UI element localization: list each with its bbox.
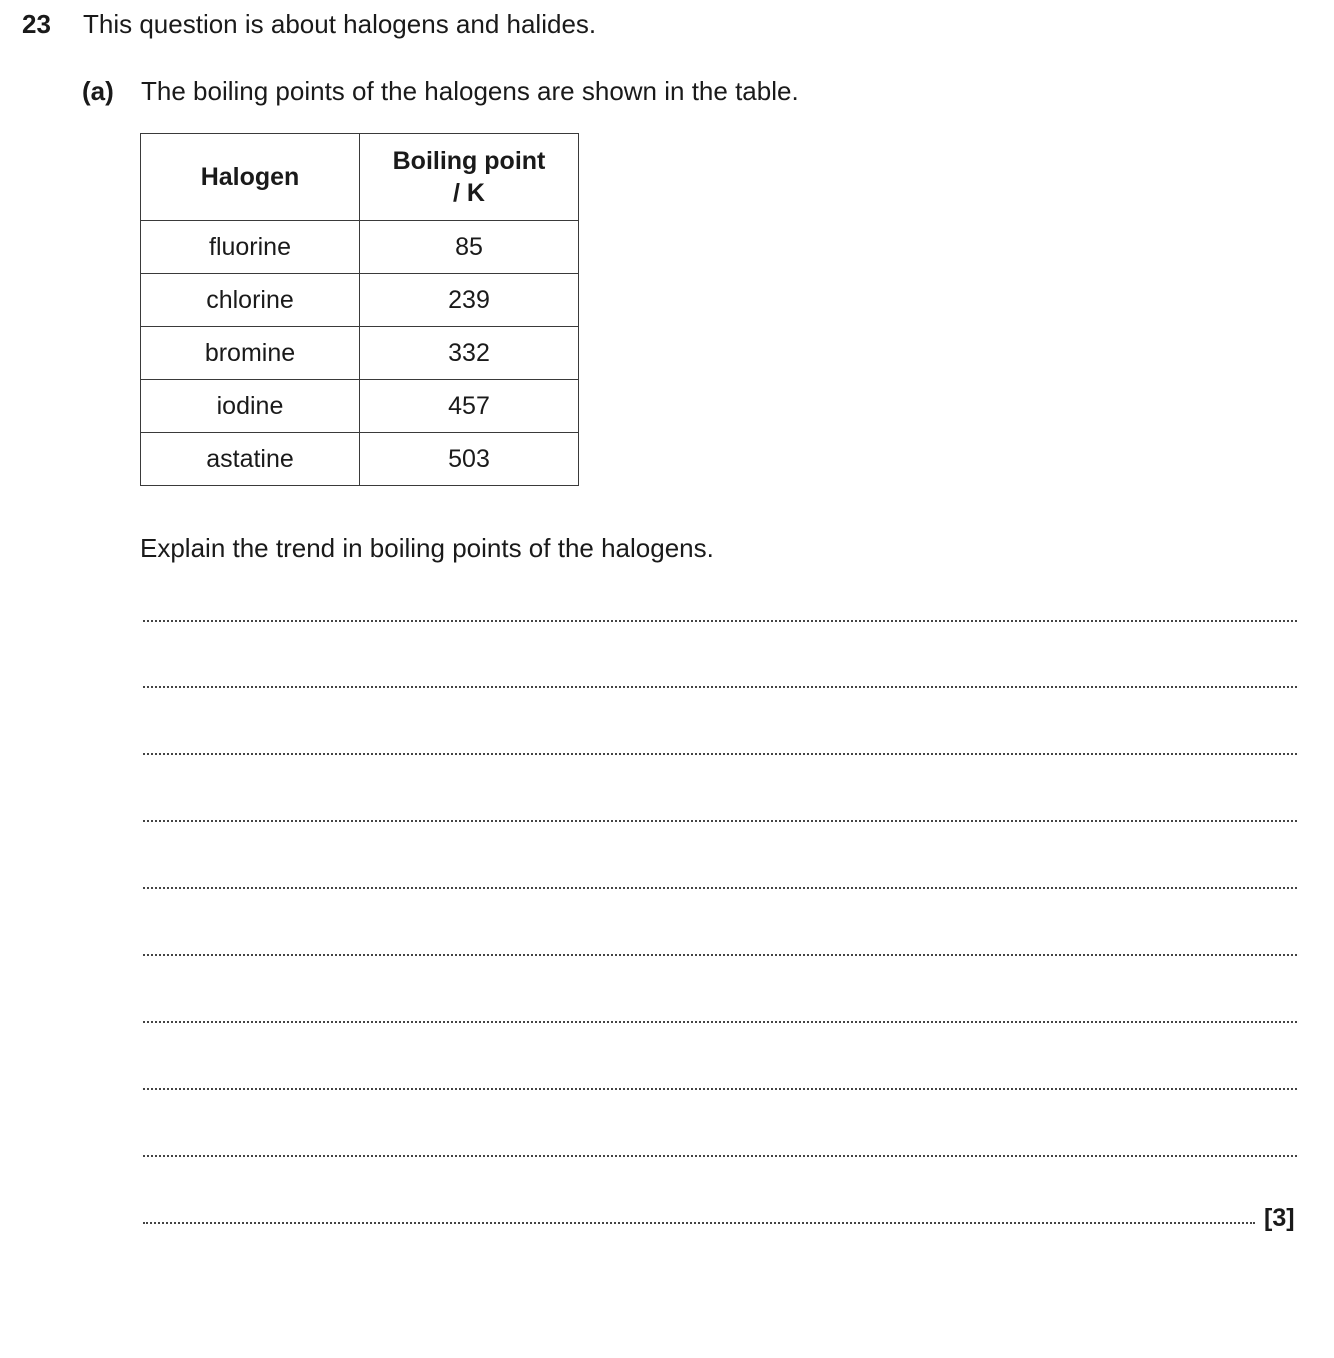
table-row [141,221,579,274]
marks-indicator: [3] [1264,1204,1295,1232]
halogen-cell: chlorine [141,274,360,327]
question-number: 23 [22,9,51,39]
table-row [141,433,579,486]
header-boiling-point [360,134,579,221]
answer-line[interactable] [143,820,1297,822]
halogen-cell: astatine [141,433,360,486]
answer-line[interactable] [143,1088,1297,1090]
table-row [141,274,579,327]
boiling-point-table [140,133,579,486]
boiling-point-cell: 503 [360,433,579,486]
boiling-point-cell: 239 [360,274,579,327]
halogen-cell: bromine [141,327,360,380]
halogen-cell: iodine [141,380,360,433]
table-row [141,327,579,380]
table-row [141,380,579,433]
header-halogen: Halogen [141,134,360,221]
table-header-row [141,134,579,221]
answer-line[interactable] [143,686,1297,688]
part-a-text: The boiling points of the halogens are shown in the table. [141,76,799,106]
answer-line[interactable] [143,753,1297,755]
answer-line[interactable] [143,1155,1297,1157]
answer-line[interactable] [143,954,1297,956]
answer-line[interactable] [143,887,1297,889]
answer-line[interactable] [143,1021,1297,1023]
question-stem: This question is about halogens and halides. [83,9,597,39]
halogen-cell: fluorine [141,221,360,274]
part-a-label: (a) [82,76,114,106]
header-boiling-point-label: Boiling point [392,147,546,175]
question-prompt: Explain the trend in boiling points of the halogens. [140,533,714,563]
answer-line[interactable] [143,1222,1255,1224]
boiling-point-cell: 332 [360,327,579,380]
boiling-point-cell: 85 [360,221,579,274]
answer-line[interactable] [143,620,1297,622]
header-boiling-point-unit: / K [453,179,485,207]
boiling-point-cell: 457 [360,380,579,433]
